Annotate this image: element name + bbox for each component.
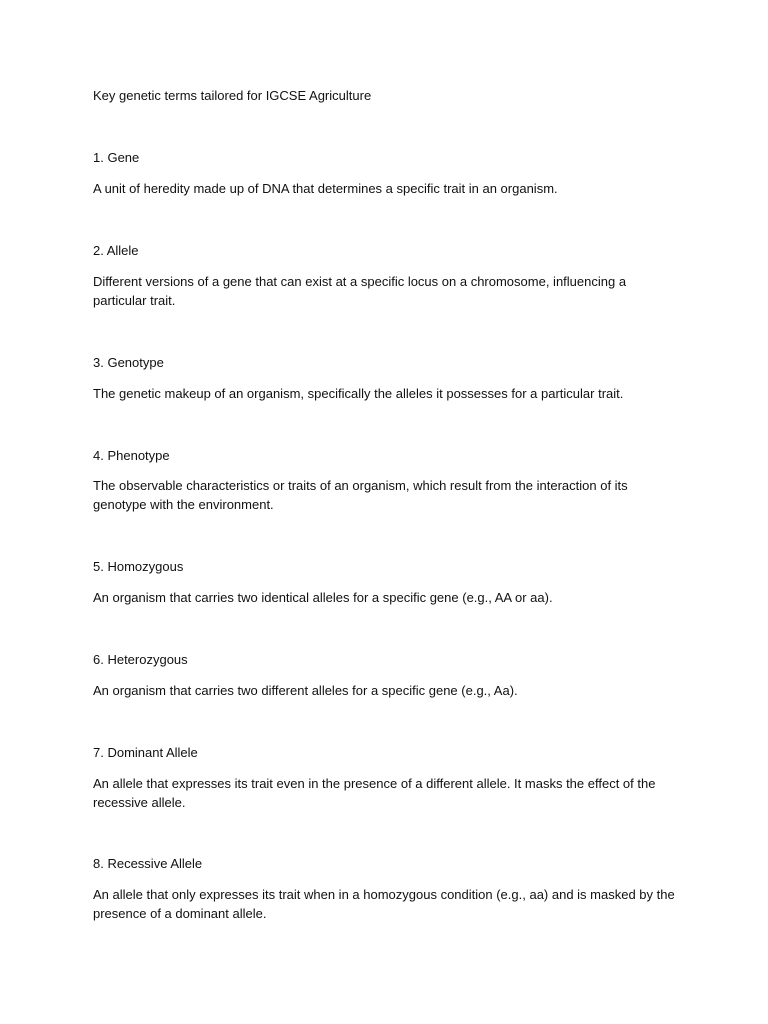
term-heading-allele: 2. Allele [93,243,139,258]
term-heading-homozygous: 5. Homozygous [93,559,184,574]
term-definition-phenotype: The observable characteristics or traits of an organism, which result from the interaction of its genotype with the environment. [93,478,628,512]
term-definition-dominant-allele: An allele that expresses its trait even in the presence of a different allele. It masks the effect of the recessive allele. [93,776,656,810]
term-heading-heterozygous: 6. Heterozygous [93,652,188,667]
term-heading-recessive-allele: 8. Recessive Allele [93,856,203,871]
term-definition-recessive-allele: An allele that only expresses its trait when in a homozygous condition (e.g., aa) and is masked by the presence of a dominant allele. [93,887,675,921]
term-definition-gene: A unit of heredity made up of DNA that determines a specific trait in an organism. [93,181,558,196]
term-heading-phenotype: 4. Phenotype [93,448,170,463]
term-definition-genotype: The genetic makeup of an organism, specifically the alleles it possesses for a particular trait. [93,386,624,401]
term-heading-genotype: 3. Genotype [93,355,164,370]
term-heading-dominant-allele: 7. Dominant Allele [93,745,198,760]
term-heading-gene: 1. Gene [93,150,140,165]
term-definition-heterozygous: An organism that carries two different alleles for a specific gene (e.g., Aa). [93,683,518,698]
term-definition-homozygous: An organism that carries two identical alleles for a specific gene (e.g., AA or aa). [93,590,553,605]
term-definition-allele: Different versions of a gene that can exist at a specific locus on a chromosome, influencing a particular trait. [93,274,627,308]
document-title: Key genetic terms tailored for IGCSE Agriculture [93,88,372,103]
